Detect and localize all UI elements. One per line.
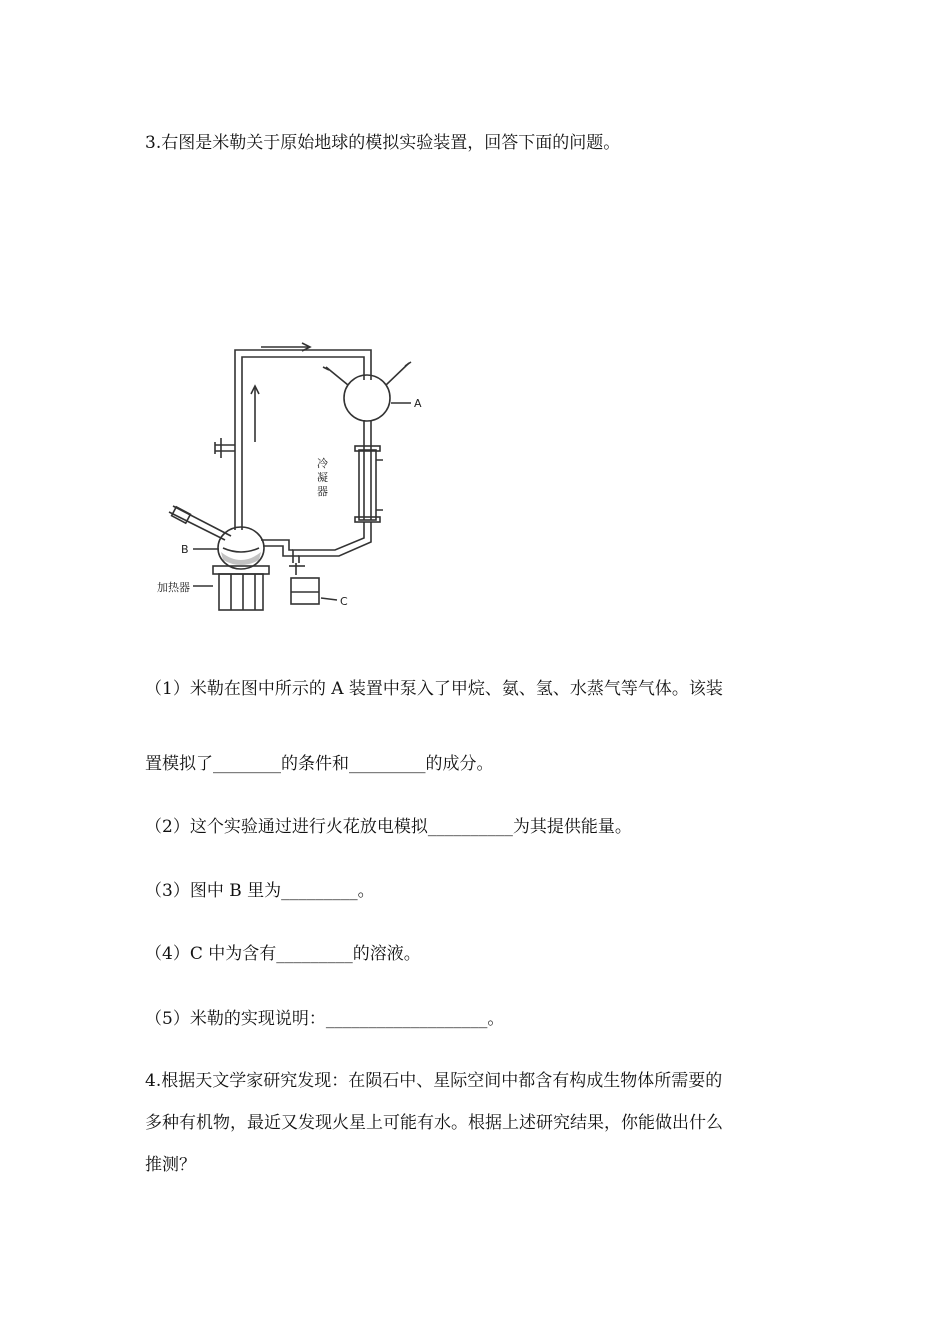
condenser-label-2: 凝 bbox=[317, 471, 328, 484]
question-3-part-3: （3）图中 B 里为_________。 bbox=[145, 881, 375, 901]
label-a: A bbox=[414, 397, 422, 410]
question-3-part-2: （2）这个实验通过进行火花放电模拟__________为其提供能量。 bbox=[145, 817, 632, 837]
question-3-part-1-line-2: 置模拟了________的条件和_________的成分。 bbox=[145, 754, 494, 774]
label-c: C bbox=[340, 595, 348, 608]
heater-label: 加热器 bbox=[157, 581, 190, 594]
condenser-label-1: 冷 bbox=[317, 457, 328, 470]
question-3-part-1-line-1: （1）米勒在图中所示的 A 装置中泵入了甲烷、氨、氢、水蒸气等气体。该装 bbox=[145, 679, 723, 699]
question-4-line-2: 多种有机物，最近又发现火星上可能有水。根据上述研究结果，你能做出什么 bbox=[145, 1113, 723, 1133]
question-4-line-3: 推测？ bbox=[145, 1155, 196, 1175]
label-b: B bbox=[181, 543, 189, 556]
question-3-part-5: （5）米勒的实现说明：___________________。 bbox=[145, 1009, 505, 1029]
question-4-line-1: 4.根据天文学家研究发现：在陨石中、星际空间中都含有构成生物体所需要的 bbox=[145, 1071, 723, 1091]
question-3-title: 3.右图是米勒关于原始地球的模拟实验装置，回答下面的问题。 bbox=[145, 133, 621, 153]
condenser-label-3: 器 bbox=[317, 485, 328, 498]
miller-experiment-diagram bbox=[143, 330, 423, 622]
question-3-part-4: （4）C 中为含有_________的溶液。 bbox=[145, 944, 421, 964]
